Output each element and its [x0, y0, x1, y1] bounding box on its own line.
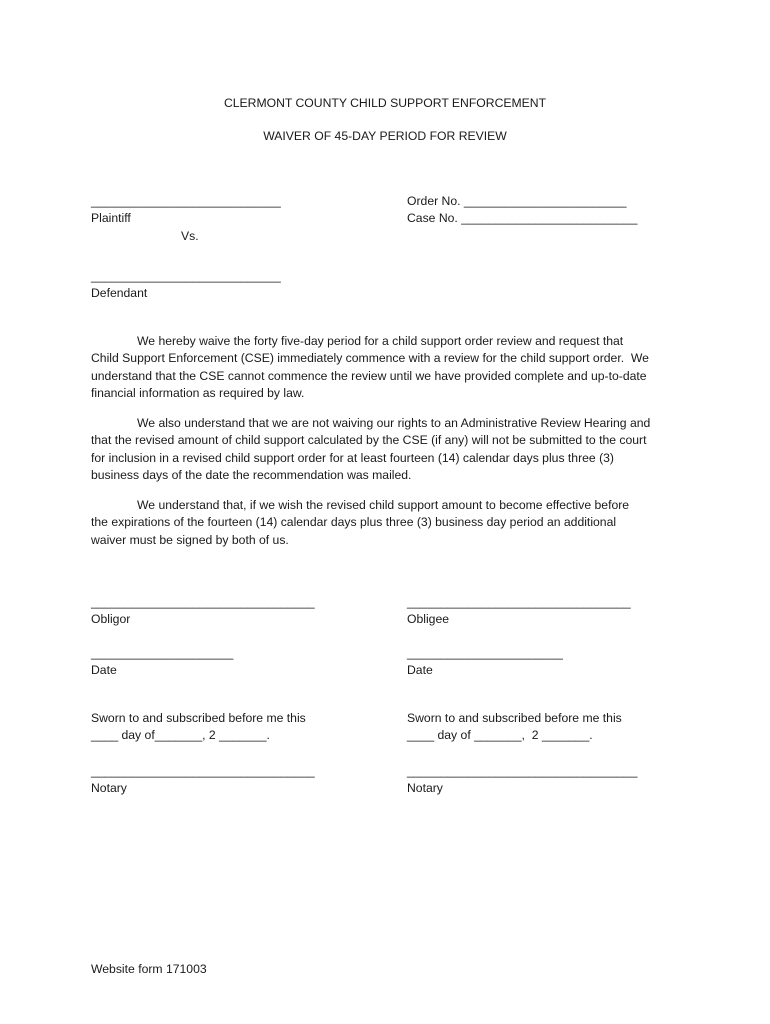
date-right-label: Date: [407, 663, 433, 677]
notary-left-label: Notary: [91, 781, 127, 795]
paragraph-line: financial information as required by law.: [91, 385, 305, 400]
form-title: WAIVER OF 45-DAY PERIOD FOR REVIEW: [263, 129, 507, 143]
paragraph-line: business days of the date the recommendation was mailed.: [91, 467, 412, 482]
notary-right-label: Notary: [407, 781, 443, 795]
sworn-left-date: ____ day of_______, 2 _______.: [91, 728, 270, 742]
paragraph-waiver: [91, 333, 677, 402]
sworn-right-text: Sworn to and subscribed before me this: [407, 711, 622, 725]
paragraph-line: We understand that, if we wish the revised child support amount to become effective before: [137, 498, 630, 512]
paragraph-rights: [91, 415, 677, 484]
order-number-field: Order No. ________________________: [407, 194, 627, 208]
agency-heading: CLERMONT COUNTY CHILD SUPPORT ENFORCEMENT: [223, 96, 547, 110]
paragraph-line: that the revised amount of child support calculated by the CSE (if any) will not be submitted to the court: [91, 433, 647, 448]
date-left-line: _____________________: [91, 646, 234, 660]
paragraph-line: Child Support Enforcement (CSE) immediately commence with a review for the child support order. We: [91, 351, 649, 366]
obligee-signature-line: _________________________________: [407, 595, 631, 609]
paragraph-line: for inclusion in a revised child support order for at least fourteen (14) calendar days plus three (3): [91, 450, 614, 465]
obligor-label: Obligor: [91, 612, 131, 626]
date-left-label: Date: [91, 663, 117, 677]
paragraph-line: We hereby waive the forty five-day period for a child support order review and request that: [137, 334, 624, 348]
date-right-line: _______________________: [407, 646, 563, 660]
sworn-left-text: Sworn to and subscribed before me this: [91, 711, 306, 725]
defendant-label: Defendant: [91, 286, 148, 300]
obligor-signature-line: _________________________________: [91, 595, 315, 609]
plaintiff-signature-line: ____________________________: [91, 194, 281, 208]
notary-right-line: __________________________________: [407, 764, 638, 778]
versus-label: Vs.: [181, 229, 199, 243]
paragraph-line: We also understand that we are not waiving our rights to an Administrative Review Hearing and: [137, 416, 651, 430]
notary-left-line: _________________________________: [91, 764, 315, 778]
paragraph-additional-waiver: [91, 497, 677, 549]
plaintiff-label: Plaintiff: [91, 211, 131, 225]
sworn-right-date: ____ day of _______, 2 _______.: [407, 728, 593, 742]
paragraph-line: the expirations of the fourteen (14) calendar days plus three (3) business day period an additional: [91, 515, 617, 530]
obligee-label: Obligee: [407, 612, 450, 626]
paragraph-line: understand that the CSE cannot commence the review until we have provided complete and up-to-date: [91, 368, 647, 383]
paragraph-line: waiver must be signed by both of us.: [91, 532, 289, 547]
defendant-signature-line: ____________________________: [91, 269, 281, 283]
footer-form-id: Website form 171003: [91, 962, 207, 976]
case-number-field: Case No. __________________________: [407, 211, 638, 225]
